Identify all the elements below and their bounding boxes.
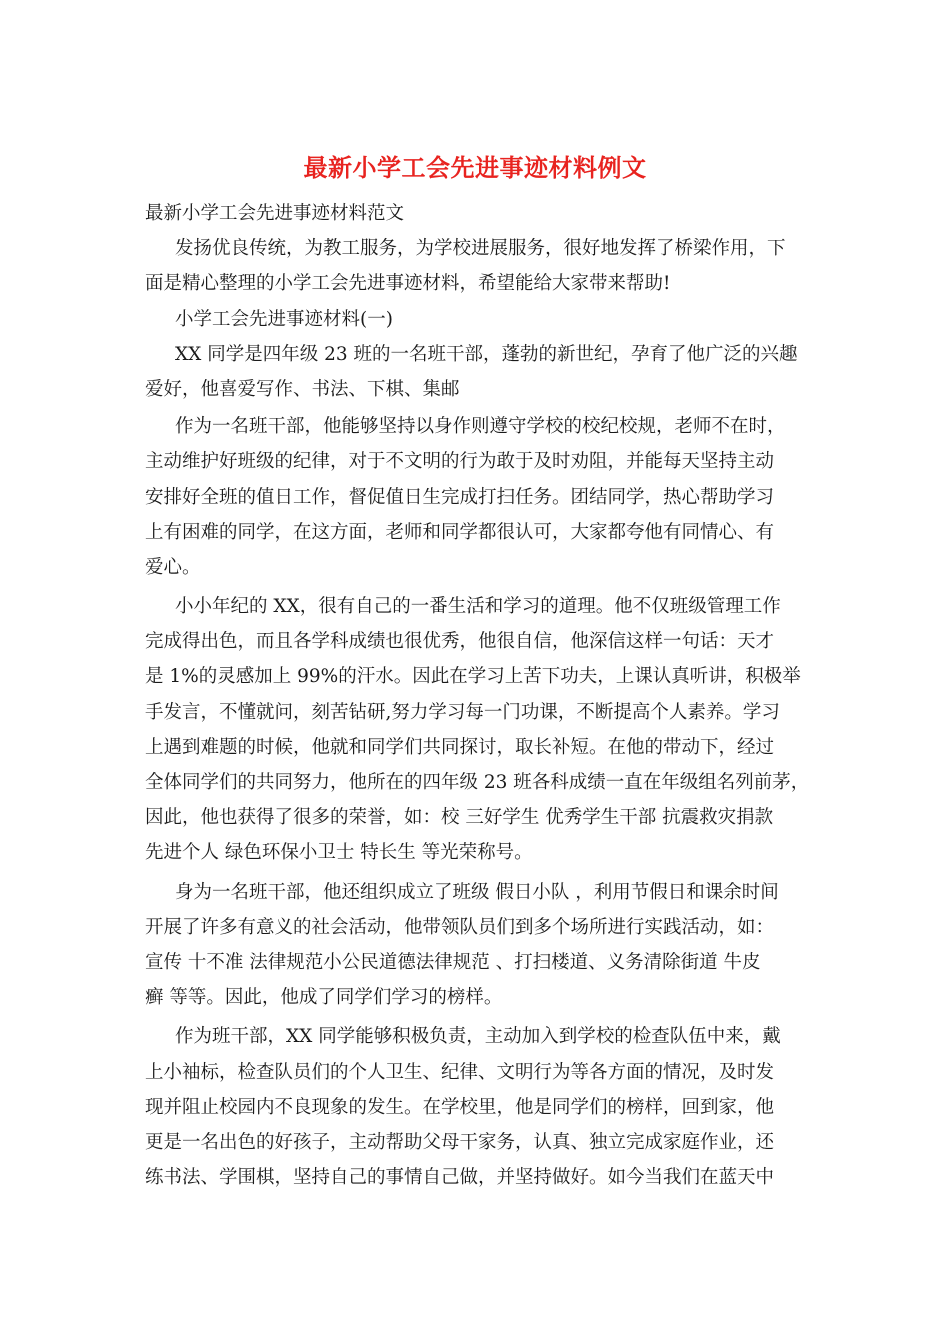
paragraph-line: 上有困难的同学，在这方面，老师和同学都很认可，大家都夸他有同情心、有 <box>145 521 775 543</box>
paragraph-line: 爱好，他喜爱写作、书法、下棋、集邮 <box>145 378 460 400</box>
paragraph-line: 宣传 十不准 法律规范小公民道德法律规范 、打扫楼道、义务清除街道 牛皮 <box>145 951 761 973</box>
paragraph-line: 因此，他也获得了很多的荣誉，如：校 三好学生 优秀学生干部 抗震救灾捐款 <box>145 807 774 829</box>
paragraph-line: 更是一名出色的好孩子，主动帮助父母干家务，认真、独立完成家庭作业，还 <box>145 1131 775 1153</box>
paragraph-line: 先进个人 绿色环保小卫士 特长生 等光荣称号。 <box>145 842 533 864</box>
paragraph-line: 癣 等等。因此，他成了同学们学习的榜样。 <box>145 987 503 1009</box>
paragraph-line: 开展了许多有意义的社会活动，他带领队员们到多个场所进行实践活动，如： <box>145 916 775 938</box>
paragraph-line: 上遇到难题的时候，他就和同学们共同探讨，取长补短。在他的带动下，经过 <box>145 736 775 758</box>
paragraph-line: 发扬优良传统，为教工服务，为学校进展服务，很好地发挥了桥梁作用，下 <box>175 238 786 260</box>
paragraph-line: 作为一名班干部，他能够坚持以身作则遵守学校的校纪校规，老师不在时， <box>175 416 786 438</box>
paragraph-line: 小小年纪的 XX，很有自己的一番生活和学习的道理。他不仅班级管理工作 <box>175 596 781 618</box>
paragraph-line: 作为班干部，XX 同学能够积极负责，主动加入到学校的检查队伍中来，戴 <box>175 1026 781 1048</box>
document-title: 最新小学工会先进事迹材料例文 <box>303 153 647 182</box>
paragraph-line: 是 1%的灵感加上 99%的汗水。因此在学习上苦下功夫，上课认真听讲，积极举 <box>145 666 801 688</box>
document-body <box>145 196 815 1195</box>
paragraph-line: 练书法、学围棋，坚持自己的事情自己做，并坚持做好。如今当我们在蓝天中 <box>145 1167 775 1189</box>
subtitle-line: 最新小学工会先进事迹材料范文 <box>145 203 405 224</box>
paragraph-line: 身为一名班干部，他还组织成立了班级 假日小队 ，利用节假日和课余时间 <box>175 881 779 903</box>
paragraph-line: 手发言，不懂就问，刻苦钻研,努力学习每一门功课，不断提高个人素养。学习 <box>145 701 780 723</box>
paragraph-line: 全体同学们的共同努力，他所在的四年级 23 班各科成绩一直在年级组名列前茅， <box>145 772 810 793</box>
paragraph-line: XX 同学是四年级 23 班的一名班干部，蓬勃的新世纪，孕育了他广泛的兴趣 <box>175 343 798 365</box>
paragraph-line: 爱心。 <box>145 556 201 578</box>
paragraph-line: 现并阻止校园内不良现象的发生。在学校里，他是同学们的榜样，回到家，他 <box>145 1096 775 1118</box>
paragraph-line: 面是精心整理的小学工会先进事迹材料，希望能给大家带来帮助! <box>145 273 671 295</box>
paragraph-line: 完成得出色，而且各学科成绩也很优秀，他很自信，他深信这样一句话：天才 <box>145 631 775 653</box>
paragraph-line: 主动维护好班级的纪律，对于不文明的行为敢于及时劝阻，并能每天坚持主动 <box>145 451 775 473</box>
paragraph-line: 上小袖标，检查队员们的个人卫生、纪律、文明行为等各方面的情况，及时发 <box>145 1061 775 1083</box>
paragraph-line: 安排好全班的值日工作，督促值日生完成打扫任务。团结同学，热心帮助学习 <box>145 486 775 508</box>
section-heading: 小学工会先进事迹材料(一) <box>175 308 393 330</box>
